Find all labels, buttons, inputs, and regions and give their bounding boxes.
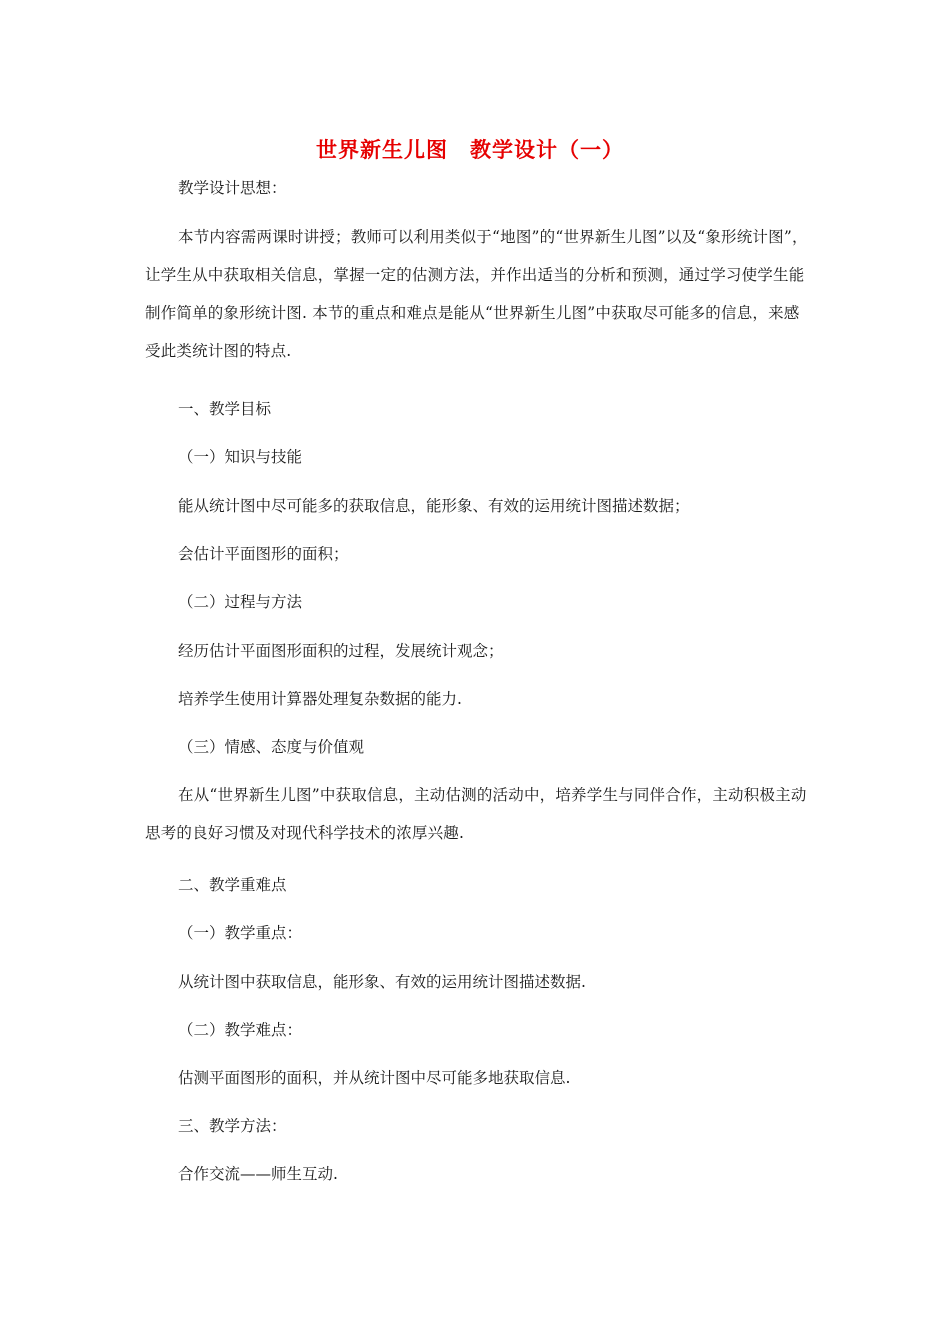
section-1-sub-2-heading: （二）过程与方法 [178,593,303,611]
section-1-sub-2-item: 经历估计平面图形面积的过程，发展统计观念； [178,642,504,660]
document-title: 世界新生儿图 教学设计（一） [316,138,624,162]
section-1-sub-1-item: 会估计平面图形的面积； [178,545,349,563]
section-2-heading: 二、教学重难点 [178,876,287,894]
section-1-sub-1-heading: （一）知识与技能 [178,448,303,466]
section-2-sub-1-body: 从统计图中获取信息，能形象、有效的运用统计图描述数据. [178,973,586,991]
section-2-sub-2-heading: （二）教学难点： [178,1021,303,1039]
section-1-sub-2-item: 培养学生使用计算器处理复杂数据的能力. [178,690,462,708]
section-1-sub-1-item: 能从统计图中尽可能多的获取信息，能形象、有效的运用统计图描述数据； [178,497,690,515]
section-1-heading: 一、教学目标 [178,400,272,418]
section-2-sub-2-body: 估测平面图形的面积，并从统计图中尽可能多地获取信息. [178,1069,571,1087]
section-3-body: 合作交流——师生互动. [178,1165,338,1183]
design-thoughts-paragraph: 本节内容需两课时讲授；教师可以利用类似于“地图”的“世界新生儿图”以及“象形统计图”，让学生从中获取相关信息，掌握一定的估测方法，并作出适当的分析和预测，通过学习使学生能制作简单的象形统计图. 本节的重点和难点是能从“世界新生儿图”中获取尽可能多的信息，来感受此类统计图的特点. [145,228,808,360]
design-thoughts-heading: 教学设计思想： [178,179,287,197]
section-1-sub-3-heading: （三）情感、态度与价值观 [178,738,365,756]
section-2-sub-1-heading: （一）教学重点： [178,924,303,942]
section-1-sub-3-paragraph: 在从“世界新生儿图”中获取信息，主动估测的活动中，培养学生与同伴合作，主动积极主动思考的良好习惯及对现代科学技术的浓厚兴趣. [145,786,807,842]
section-3-heading: 三、教学方法： [178,1117,287,1135]
